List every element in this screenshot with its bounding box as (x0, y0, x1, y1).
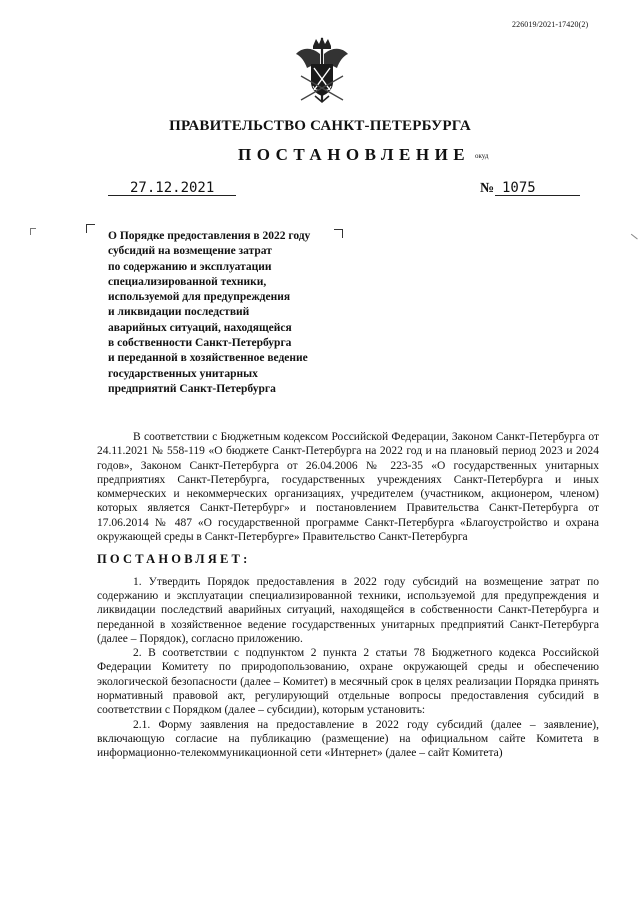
title-line: аварийных ситуаций, находящейся (108, 321, 292, 334)
title-line: специализированной техники, (108, 275, 267, 288)
document-id: 226019/2021-17420(2) (512, 20, 589, 29)
item-paragraph: 1. Утвердить Порядок предоставления в 2022 году субсидий на возмещение затрат по содержанию и эксплуатации специализированной техники, используемой для предупреждения и ликвидации последствий аварийных ситуаций, находящейся в собственности Санкт-Петербурга и переданной в хозяйственное ведение государственных унитарных предприятий Санкт-Петербурга (далее – Порядок), согласно приложению. (97, 575, 599, 645)
item-paragraph: 2.1. Форму заявления на предоставление в 2022 году субсидий (далее – заявление), включающую согласие на публикацию (размещение) на официальном сайте Комитета в информационно-телекоммуникационной сети «Интернет» (далее – сайт Комитета) (97, 718, 599, 760)
okud-label: окуд (475, 152, 489, 160)
title-line: по содержанию и эксплуатации (108, 260, 272, 273)
title-line: субсидий на возмещение затрат (108, 245, 272, 258)
number-underline (495, 195, 580, 196)
title-line: государственных унитарных (108, 367, 258, 380)
title-line: используемой для предупреждения (108, 291, 291, 304)
document-number: 1075 (502, 180, 536, 196)
document-date: 27.12.2021 (130, 180, 215, 196)
title-bracket-left (86, 224, 95, 233)
title-line: и ликвидации последствий (108, 306, 250, 319)
item-paragraph: 2. В соответствии с подпунктом 2 пункта 2 статьи 78 Бюджетного кодекса Российской Федерации Комитету по природопользованию, охране окружающей среды и обеспечению экологической безопасности (далее – Комитет) в месячный срок в целях реализации Порядка принять нормативный правовой акт, регулирующий отдельные вопросы предоставления субсидий в соответствии с Порядком (далее – субсидии), которым установить: (97, 647, 599, 717)
operative-heading: ПОСТАНОВЛЯЕТ: (97, 552, 251, 567)
document-type: ПОСТАНОВЛЕНИЕ (238, 145, 471, 164)
title-line: О Порядке предоставления в 2022 году (108, 230, 311, 242)
number-sign: № (480, 181, 495, 196)
government-name: ПРАВИТЕЛЬСТВО САНКТ-ПЕТЕРБУРГА (169, 118, 471, 134)
title-line: предприятий Санкт-Петербурга (108, 382, 276, 395)
preamble-paragraph: В соответствии с Бюджетным кодексом Российской Федерации, Законом Санкт-Петербурга от 24.11.2021 № 558-119 «О бюджете Санкт-Петербурга на 2022 год и на плановый период 2023 и 2024 годов», Законом Санкт-Петербурга от 26.04.2006 № 223-35 «О государственных унитарных предприятиях Санкт-Петербурга, государственных учреждениях Санкт-Петербурга и иных коммерческих и некоммерческих организациях, учредителем (участником, акционером, членом) которых является Санкт-Петербург» и постановлением Правительства Санкт-Петербурга от 17.06.2014 № 487 «О государственной программе Санкт-Петербурга «Благоустройство и охрана окружающей среды в Санкт-Петербурге» Правительство Санкт-Петербурга (97, 431, 599, 544)
document-body (97, 430, 599, 761)
coat-of-arms-icon (293, 36, 351, 104)
margin-mark-right (630, 234, 638, 241)
document-title (108, 229, 348, 397)
margin-mark-left (30, 228, 36, 235)
date-underline (108, 195, 236, 196)
title-line: в собственности Санкт-Петербурга (108, 337, 292, 350)
title-line: и переданной в хозяйственное ведение (108, 352, 308, 365)
